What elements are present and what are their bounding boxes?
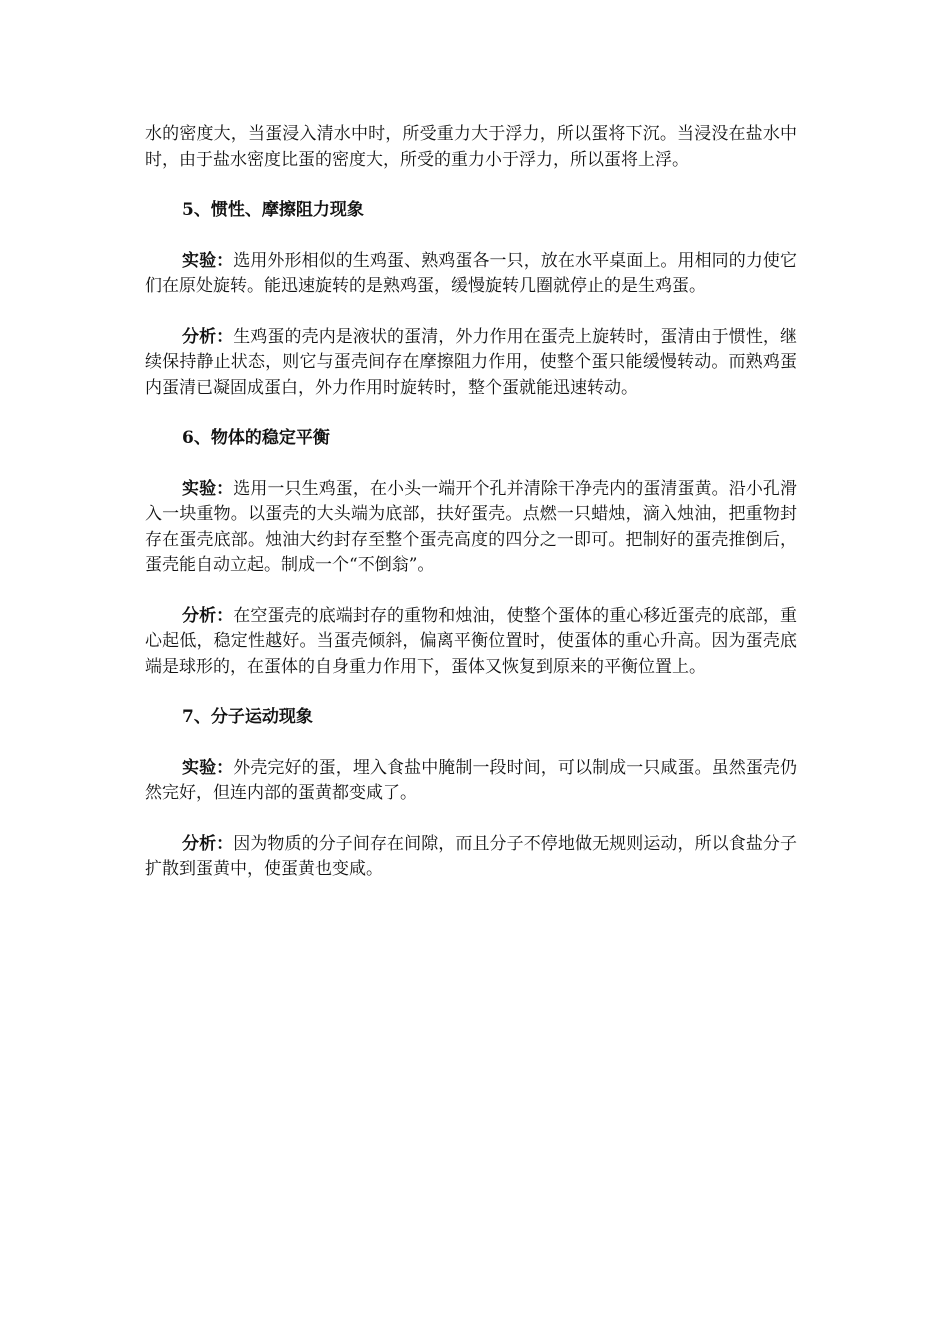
analysis-paragraph-6 xyxy=(145,604,797,681)
section-heading-7: 7、分子运动现象 xyxy=(182,707,313,727)
experiment-label: 实验： xyxy=(182,478,234,499)
section-heading-5: 5、惯性、摩擦阻力现象 xyxy=(182,200,364,220)
analysis-label: 分析： xyxy=(182,833,234,854)
analysis-text: 生鸡蛋的壳内是液状的蛋清，外力作用在蛋壳上旋转时，蛋清由于惯性，继续保持静止状态，则它与蛋壳间存在摩擦阻力作用，使整个蛋只能缓慢转动。而熟鸡蛋内蛋清已凝固成蛋白，外力作用时旋转时，整个蛋就能迅速转动。 xyxy=(145,326,798,398)
document-body xyxy=(145,122,797,908)
analysis-paragraph-5 xyxy=(145,325,797,402)
experiment-text: 选用一只生鸡蛋，在小头一端开个孔并清除干净壳内的蛋清蛋黄。沿小孔滑入一块重物。以蛋壳的大头端为底部，扶好蛋壳。点燃一只蜡烛，滴入烛油，把重物封存在蛋壳底部。烛油大约封存至整个蛋壳高度的四分之一即可。把制好的蛋壳推倒后，蛋壳能自动立起。制成一个“不倒翁”。 xyxy=(145,478,798,575)
analysis-paragraph-7 xyxy=(145,832,797,883)
experiment-text: 选用外形相似的生鸡蛋、熟鸡蛋各一只，放在水平桌面上。用相同的力使它们在原处旋转。能迅速旋转的是熟鸡蛋，缓慢旋转几圈就停止的是生鸡蛋。 xyxy=(145,250,798,296)
analysis-text: 因为物质的分子间存在间隙，而且分子不停地做无规则运动，所以食盐分子扩散到蛋黄中，使蛋黄也变咸。 xyxy=(145,833,798,879)
intro-paragraph: 水的密度大，当蛋浸入清水中时，所受重力大于浮力，所以蛋将下沉。当浸没在盐水中时，由于盐水密度比蛋的密度大，所受的重力小于浮力，所以蛋将上浮。 xyxy=(145,124,797,170)
experiment-paragraph-7 xyxy=(145,756,797,807)
section-heading-6: 6、物体的稳定平衡 xyxy=(182,428,330,448)
experiment-text: 外壳完好的蛋，埋入食盐中腌制一段时间，可以制成一只咸蛋。虽然蛋壳仍然完好，但连内部的蛋黄都变咸了。 xyxy=(145,757,798,803)
experiment-paragraph-6 xyxy=(145,477,797,579)
analysis-text: 在空蛋壳的底端封存的重物和烛油，使整个蛋体的重心移近蛋壳的底部，重心起低，稳定性越好。当蛋壳倾斜，偏离平衡位置时，使蛋体的重心升高。因为蛋壳底端是球形的，在蛋体的自身重力作用下，蛋体又恢复到原来的平衡位置上。 xyxy=(145,605,798,677)
experiment-paragraph-5 xyxy=(145,249,797,300)
experiment-label: 实验： xyxy=(182,250,234,271)
analysis-label: 分析： xyxy=(182,326,234,347)
analysis-label: 分析： xyxy=(182,605,234,626)
experiment-label: 实验： xyxy=(182,757,234,778)
